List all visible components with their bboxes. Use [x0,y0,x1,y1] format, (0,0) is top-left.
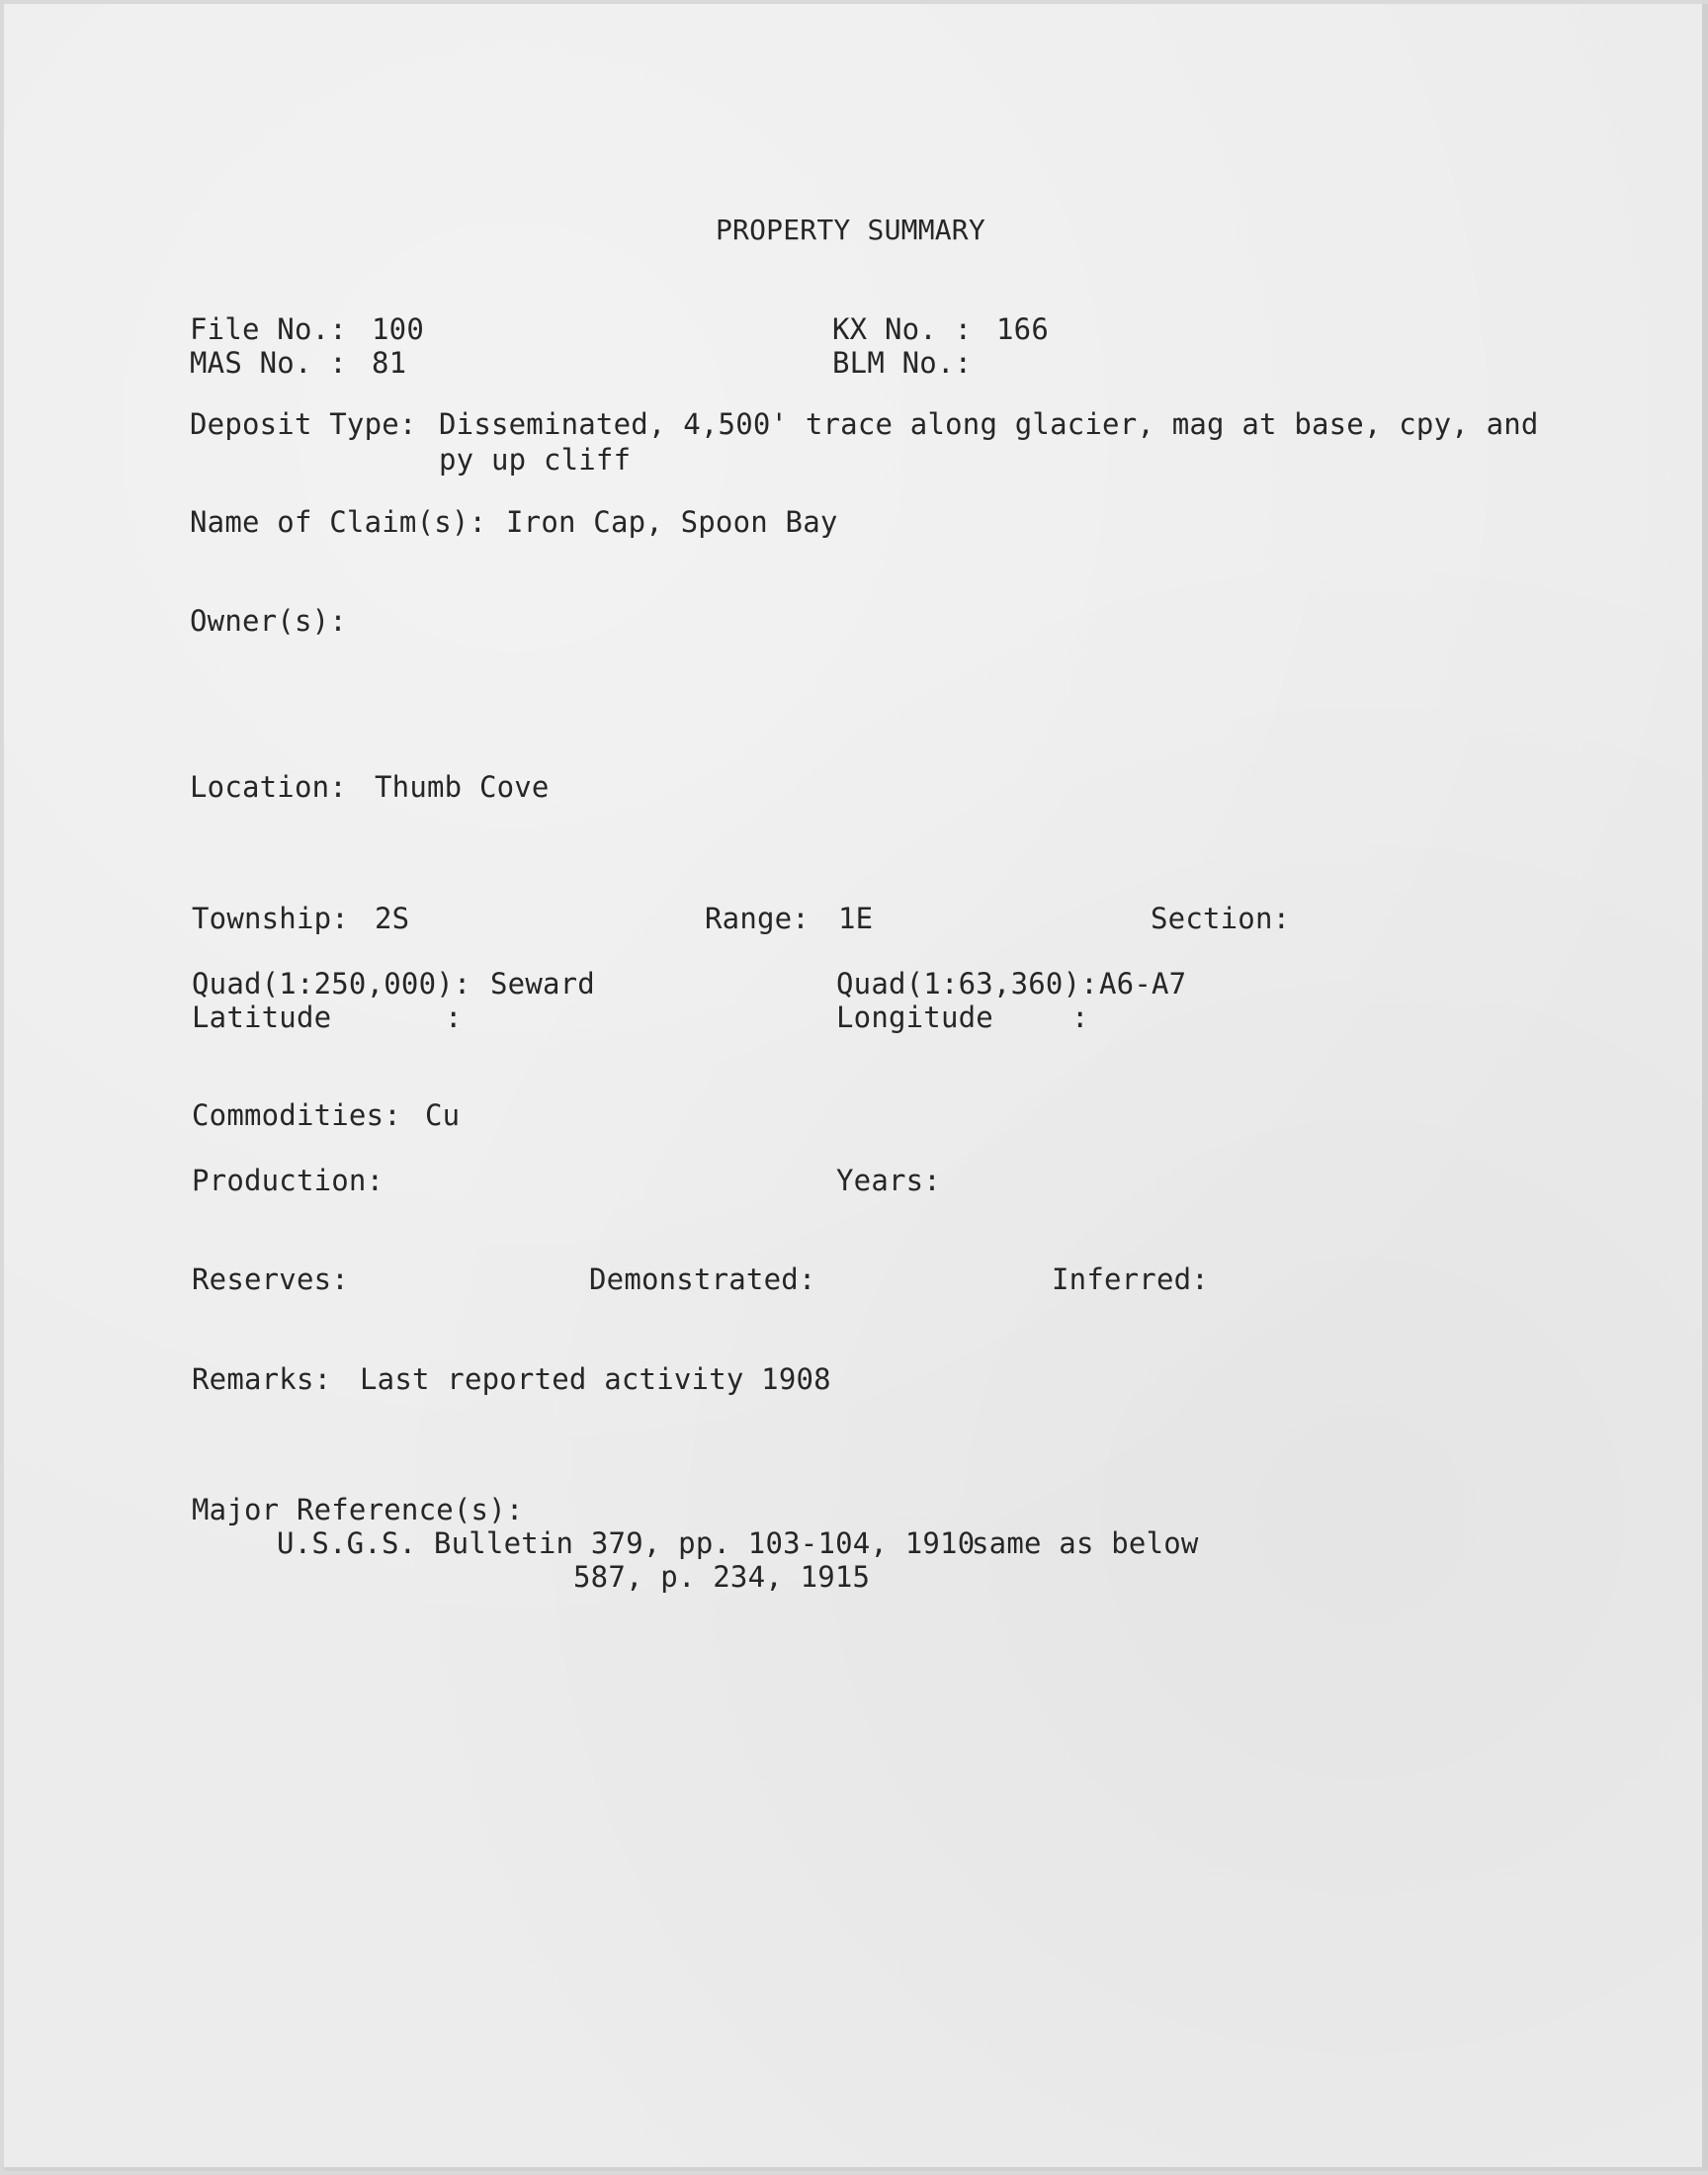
commodities-label: Commodities: [192,1098,401,1132]
demonstrated-label: Demonstrated: [589,1262,816,1296]
mas-no-value: 81 [372,346,407,380]
location-value: Thumb Cove [375,770,550,804]
kx-no-label: KX No. : [832,312,973,346]
production-label: Production: [192,1164,384,1197]
page-title: PROPERTY SUMMARY [716,214,985,246]
inferred-label: Inferred: [1052,1262,1209,1296]
longitude-separator: : [1071,1000,1089,1034]
range-label: Range: [705,902,810,935]
reference-line-1: U.S.G.S. Bulletin 379, pp. 103-104, 1910 [277,1526,976,1560]
owners-label: Owner(s): [190,604,347,638]
deposit-type-label: Deposit Type: [190,407,417,441]
years-label: Years: [836,1164,941,1197]
deposit-type-line2: py up cliff [439,443,632,477]
commodities-value: Cu [425,1098,461,1132]
latitude-label: Latitude [192,1000,332,1034]
reference-line-2: 587, p. 234, 1915 [573,1560,871,1594]
blm-no-label: BLM No.: [832,346,973,380]
quad-63-label: Quad(1:63,360): [836,967,1098,1000]
quad-250-value: Seward [490,967,595,1000]
file-no-label: File No.: [190,312,347,346]
quad-250-label: Quad(1:250,000): [192,967,471,1000]
claims-label: Name of Claim(s): [190,505,487,539]
remarks-label: Remarks: [192,1362,332,1396]
township-value: 2S [375,902,410,935]
longitude-label: Longitude [836,1000,993,1034]
remarks-value: Last reported activity 1908 [360,1362,831,1396]
latitude-separator: : [445,1000,463,1034]
location-label: Location: [190,770,347,804]
mas-no-label: MAS No. : [190,346,347,380]
quad-63-value: A6-A7 [1099,967,1187,1000]
kx-no-value: 166 [996,312,1049,346]
range-value: 1E [838,902,874,935]
references-label: Major Reference(s): [192,1493,524,1526]
document-page [4,4,1708,2171]
claims-value: Iron Cap, Spoon Bay [506,505,838,539]
deposit-type-line1: Disseminated, 4,500' trace along glacier, mag at base, cpy, and [439,407,1539,441]
file-no-value: 100 [372,312,424,346]
reserves-label: Reserves: [192,1262,349,1296]
reference-line-1-note: same as below [972,1526,1199,1560]
section-label: Section: [1151,902,1291,935]
township-label: Township: [192,902,349,935]
